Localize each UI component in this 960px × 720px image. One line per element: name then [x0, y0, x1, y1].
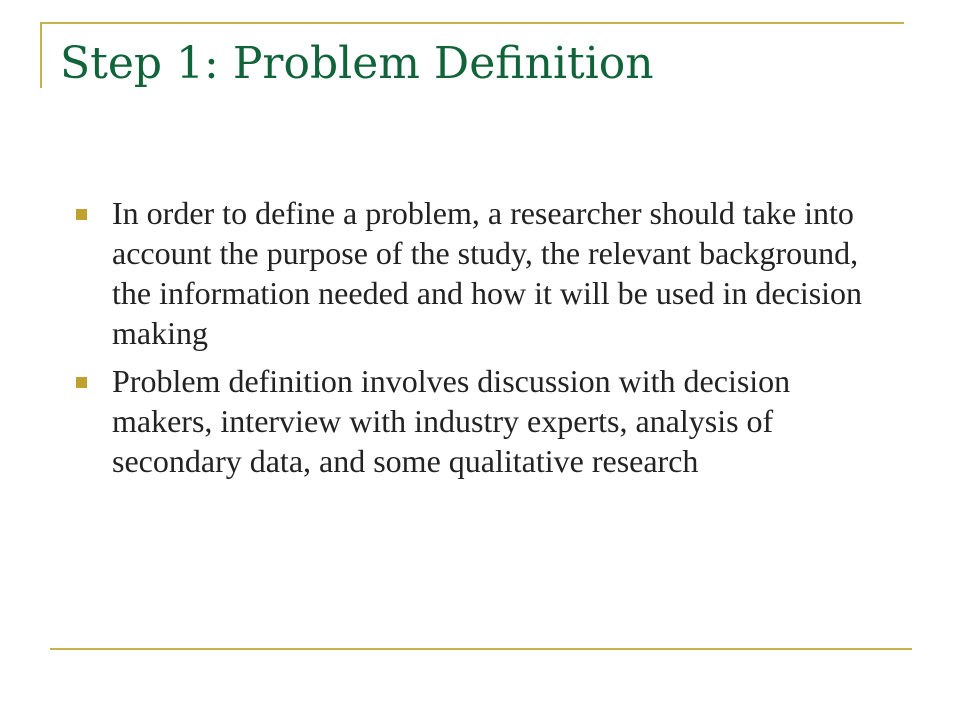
left-decorative-rule	[40, 22, 42, 88]
square-bullet-icon	[76, 377, 87, 388]
bullet-item-problem-definition-methods	[76, 361, 866, 481]
top-decorative-rule	[40, 22, 904, 24]
square-bullet-icon	[76, 209, 87, 220]
bullet-item-problem-definition-purpose	[76, 193, 866, 353]
bullet-text-problem-definition-methods: Problem definition involves discussion with decision makers, interview with industry experts, analysis of secondary data, and some qualitative research	[112, 363, 791, 479]
bullet-list	[76, 193, 866, 489]
bottom-decorative-rule	[50, 648, 912, 650]
slide-title: Step 1: Problem Definition	[60, 38, 654, 89]
bullet-text-problem-definition-purpose: In order to define a problem, a researcher should take into account the purpose of the study, the relevant background, the information needed and how it will be used in decision making	[112, 195, 863, 351]
